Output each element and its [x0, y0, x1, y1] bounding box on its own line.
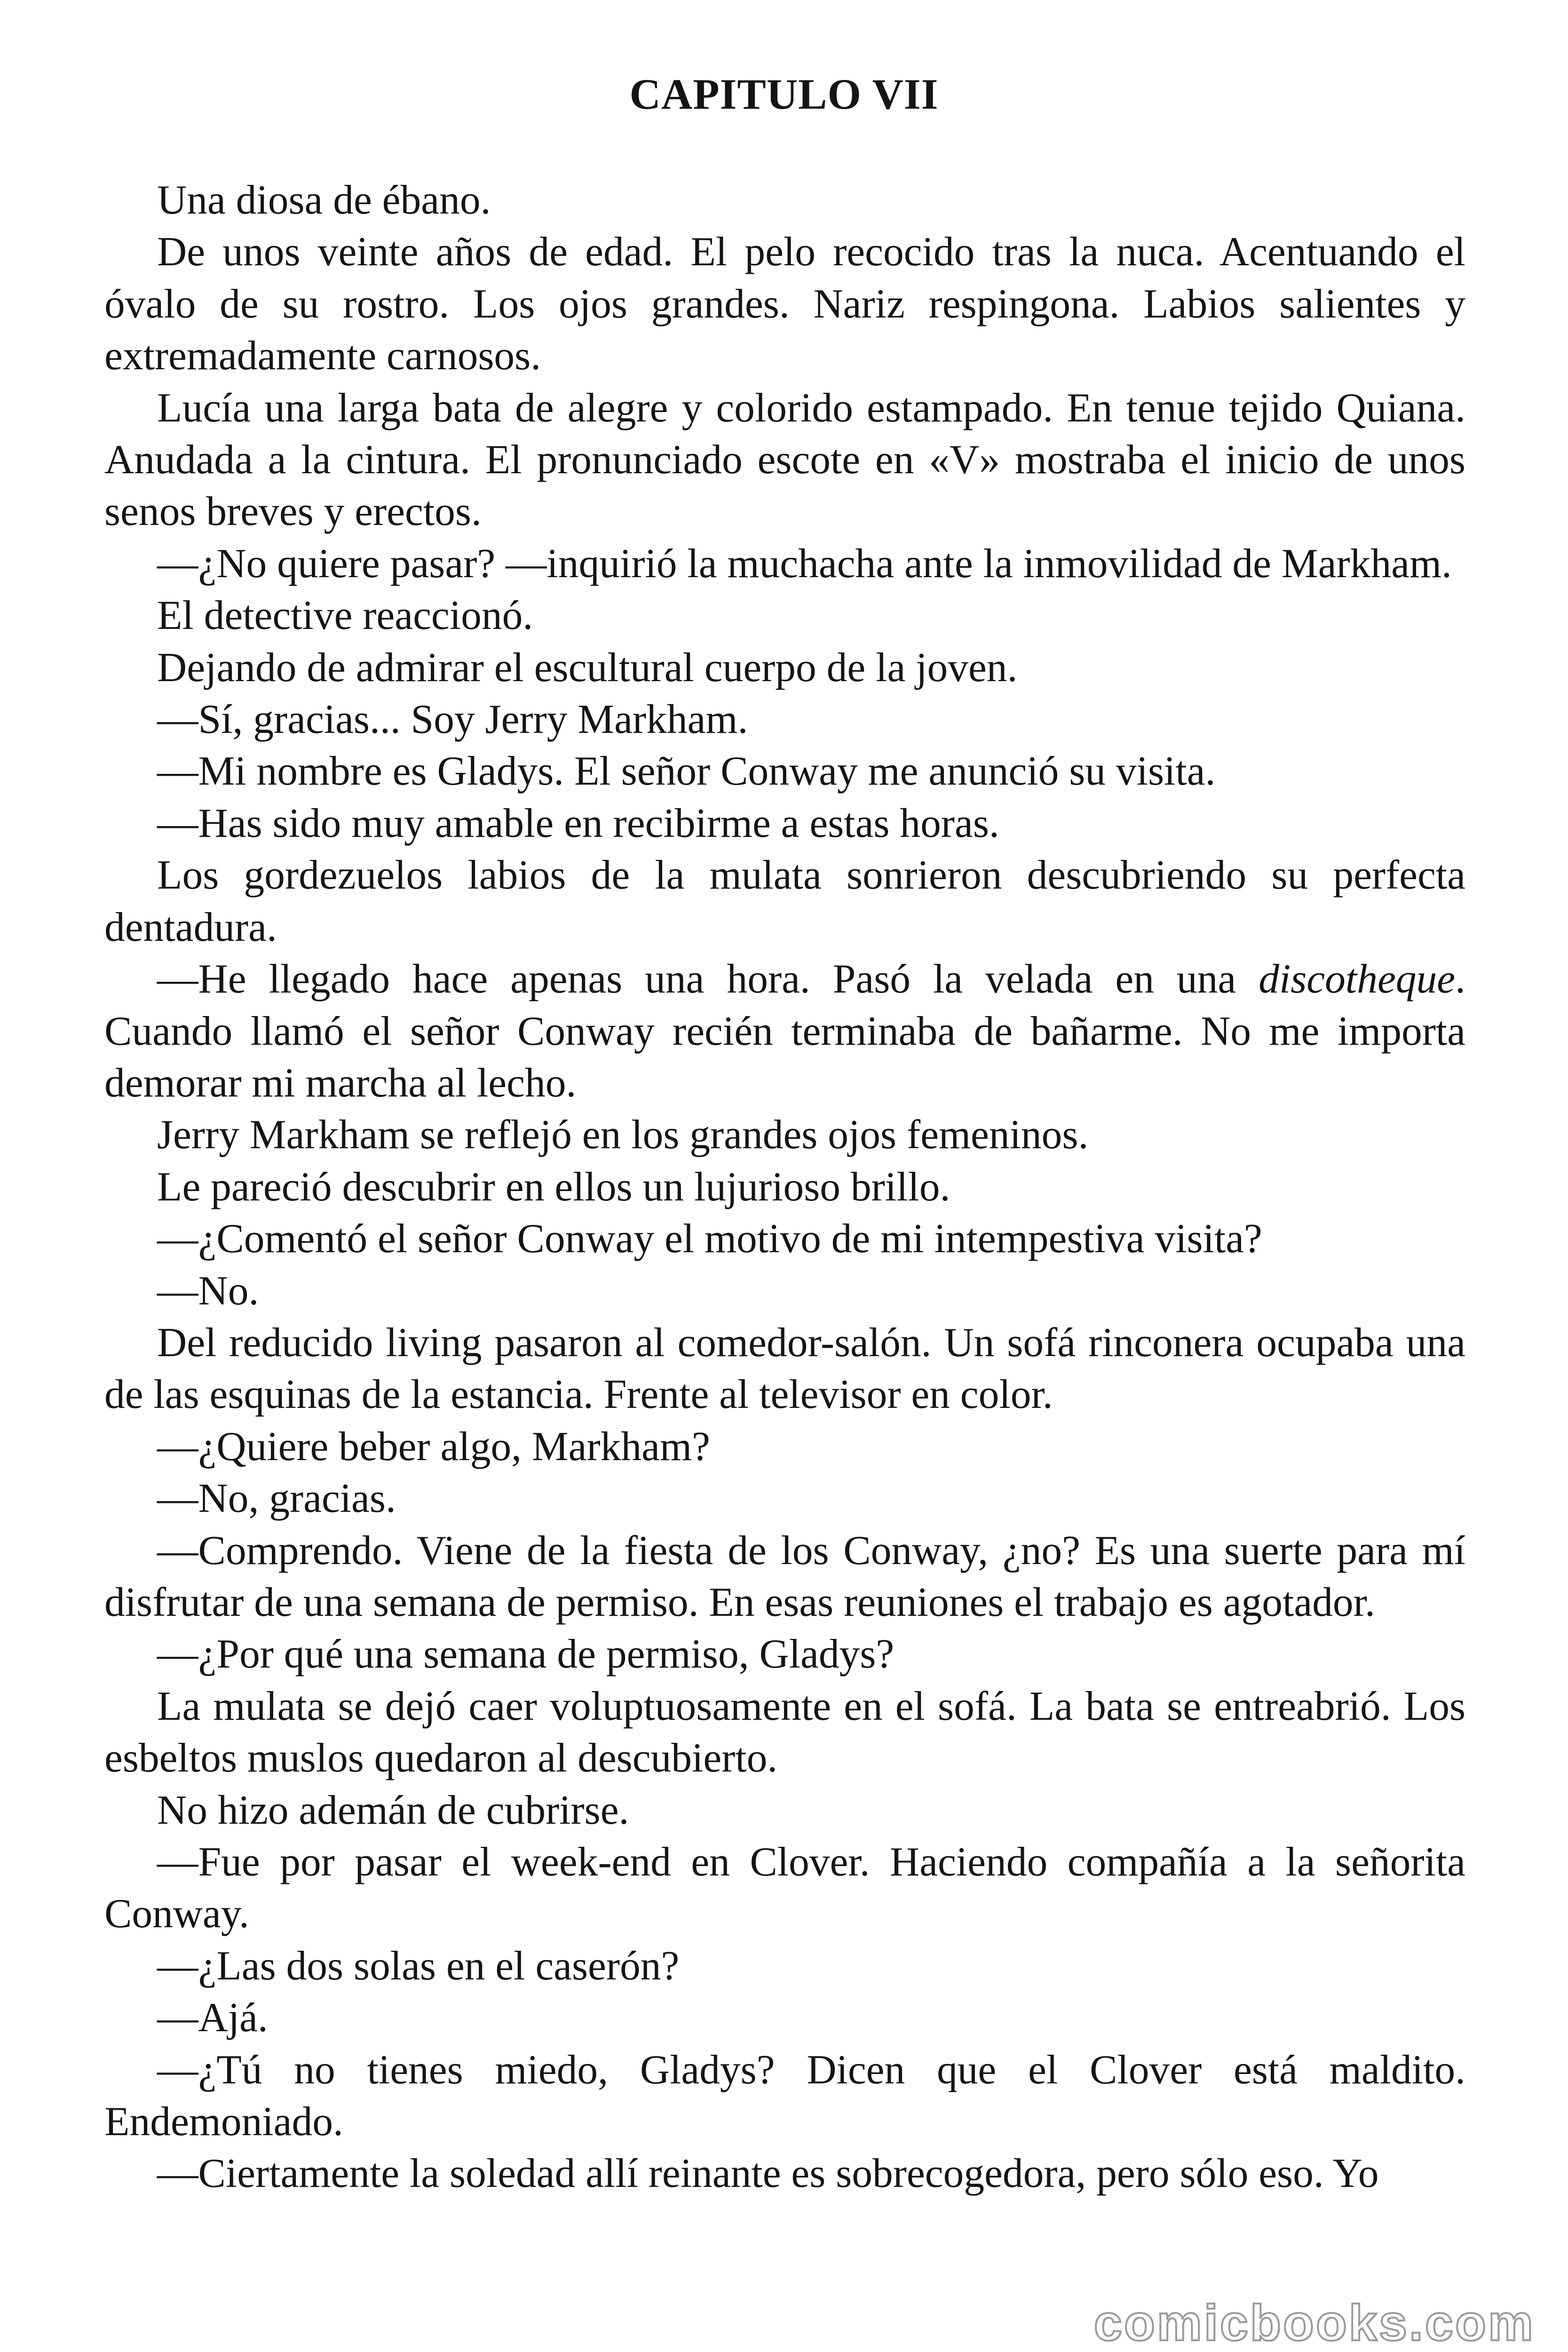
paragraph: —¿Comentó el señor Conway el motivo de mi intempestiva visita?	[157, 1216, 1262, 1262]
paragraph: Jerry Markham se reflejó en los grandes ojos femeninos.	[157, 1112, 1089, 1158]
paragraph: —¿Tú no tienes miedo, Gladys? Dicen que el Clover está maldito. Endemoniado.	[104, 2046, 1465, 2145]
paragraph: —Sí, gracias... Soy Jerry Markham.	[157, 696, 748, 742]
italic-word: discotheque	[1259, 956, 1456, 1002]
paragraph: —Fue por pasar el week-end en Clover. Haciendo compañía a la señorita Conway.	[104, 1839, 1465, 1937]
paragraph: —¿Por qué una semana de permiso, Gladys?	[157, 1631, 895, 1677]
paragraph: —Ajá.	[157, 1994, 268, 2041]
paragraph: Una diosa de ébano.	[157, 177, 491, 222]
paragraph: —¿No quiere pasar? —inquirió la muchacha ante la inmovilidad de Markham.	[157, 540, 1452, 586]
paragraph: Los gordezuelos labios de la mulata sonrieron descubriendo su perfecta dentadura.	[104, 852, 1465, 950]
paragraph: Del reducido living pasaron al comedor-salón. Un sofá rinconera ocupaba una de las esquinas de la estancia. Frente al televisor en color.	[104, 1319, 1465, 1417]
paragraph: —No, gracias.	[157, 1475, 396, 1521]
paragraph: —Has sido muy amable en recibirme a estas horas.	[157, 800, 999, 846]
paragraph: —Ciertamente la soledad allí reinante es sobrecogedora, pero sólo eso. Yo	[157, 2150, 1379, 2196]
paragraph: —¿Las dos solas en el caserón?	[157, 1942, 680, 1988]
paragraph: —¿Quiere beber algo, Markham?	[157, 1423, 710, 1469]
paragraph: De unos veinte años de edad. El pelo recocido tras la nuca. Acentuando el óvalo de su rostro. Los ojos grandes. Nariz respingona. Labios salientes y extremadamente carnosos.	[104, 229, 1465, 379]
body-text	[104, 174, 1465, 2352]
paragraph: El detective reaccionó.	[157, 592, 533, 638]
paragraph: Le pareció descubrir en ellos un lujurioso brillo.	[157, 1163, 950, 1209]
watermark-logo: comicbooks.com	[1093, 2294, 1535, 2351]
paragraph: —He llegado hace apenas una hora. Pasó la velada en una discotheque. Cuando llamó el señor Conway recién terminaba de bañarme. No me importa demorar mi marcha al lecho.	[104, 956, 1465, 1105]
paragraph: Dejando de admirar el escultural cuerpo de la joven.	[157, 644, 1018, 690]
chapter-title: CAPITULO VII	[629, 70, 939, 118]
paragraph: —No.	[157, 1267, 259, 1313]
paragraph: La mulata se dejó caer voluptuosamente en el sofá. La bata se entreabrió. Los esbeltos muslos quedaron al descubierto.	[104, 1683, 1465, 1781]
paragraph: Lucía una larga bata de alegre y colorido estampado. En tenue tejido Quiana. Anudada a la cintura. El pronunciado escote en «V» mostraba el inicio de unos senos breves y erectos.	[104, 384, 1465, 534]
paragraph: —Comprendo. Viene de la fiesta de los Conway, ¿no? Es una suerte para mí disfrutar de una semana de permiso. En esas reuniones el trabajo es agotador.	[104, 1527, 1465, 1625]
paragraph: —Mi nombre es Gladys. El señor Conway me anunció su visita.	[157, 748, 1216, 794]
paragraph: No hizo ademán de cubrirse.	[157, 1787, 629, 1833]
